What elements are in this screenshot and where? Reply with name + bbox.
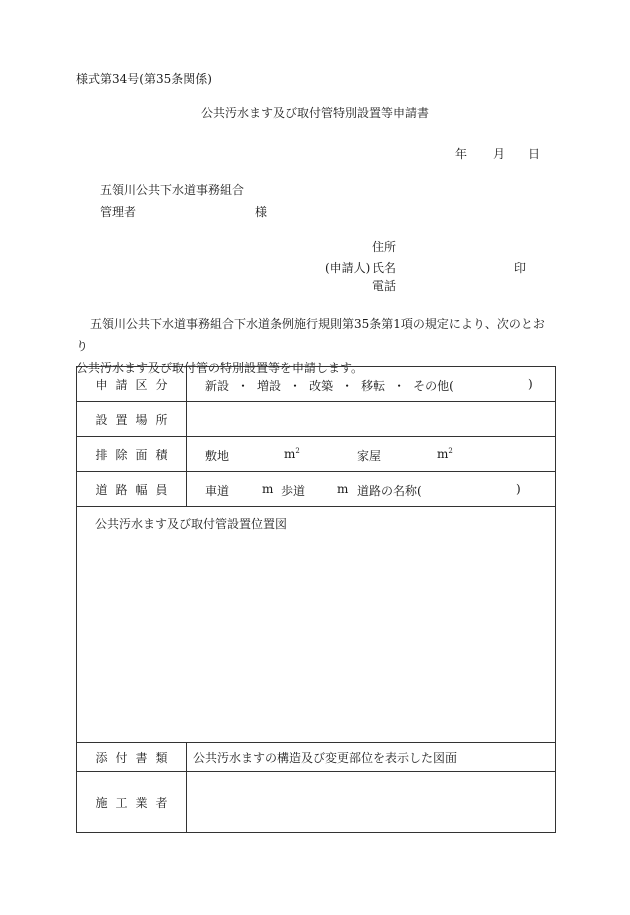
- form-number: 様式第34号(第35条関係): [76, 72, 212, 86]
- applicant-phone-label: 電話: [372, 279, 397, 293]
- row-category: [77, 367, 556, 402]
- option-extension[interactable]: 増設: [257, 379, 282, 393]
- road-label: 道路幅員: [77, 472, 187, 507]
- row-location: [77, 402, 556, 437]
- location-label: 設置場所: [77, 402, 187, 437]
- applicant-prefix: (申請人): [325, 261, 371, 275]
- addressee-role: 管理者: [100, 205, 137, 219]
- separator: ・: [393, 379, 406, 393]
- paragraph-line-1: 五領川公共下水道事務組合下水道条例施行規則第35条第1項の規定により、次のとおり: [76, 317, 545, 353]
- building-label: 家屋: [357, 449, 382, 463]
- row-road: [77, 472, 556, 507]
- area-label: 排除面積: [77, 437, 187, 472]
- road-name-label: 道路の名称(: [357, 484, 422, 498]
- separator: ・: [341, 379, 354, 393]
- row-contractor: [77, 772, 556, 833]
- site-unit: $m^2$: [284, 447, 300, 461]
- addressee-org: 五領川公共下水道事務組合: [100, 183, 245, 197]
- contractor-field[interactable]: [187, 772, 556, 833]
- attachments-field[interactable]: [187, 743, 556, 772]
- diagram-area[interactable]: [77, 507, 556, 743]
- area-field[interactable]: [187, 437, 556, 472]
- category-label: 申請区分: [77, 367, 187, 402]
- location-field[interactable]: [187, 402, 556, 437]
- date-day-label: 日: [528, 147, 541, 161]
- site-label: 敷地: [205, 449, 230, 463]
- applicant-address-label: 住所: [372, 240, 397, 254]
- option-new[interactable]: 新設: [205, 379, 230, 393]
- diagram-label: 公共汚水ます及び取付管設置位置図: [95, 517, 288, 531]
- carriageway-label: 車道: [205, 484, 230, 498]
- road-name-close: ): [516, 482, 521, 496]
- row-attachments: [77, 743, 556, 772]
- option-reconstruction[interactable]: 改築: [309, 379, 334, 393]
- sidewalk-unit: m: [337, 482, 349, 496]
- option-other[interactable]: その他(: [413, 379, 454, 393]
- sidewalk-label: 歩道: [281, 484, 306, 498]
- row-area: [77, 437, 556, 472]
- application-table: [76, 366, 556, 833]
- separator: ・: [237, 379, 250, 393]
- category-close-paren: ): [528, 377, 533, 391]
- attachments-label: 添付書類: [77, 743, 187, 772]
- contractor-label: 施工業者: [77, 772, 187, 833]
- applicant-name-label: 氏名: [372, 261, 397, 275]
- row-diagram: [77, 507, 556, 743]
- separator: ・: [289, 379, 302, 393]
- page-title: 公共汚水ます及び取付管特別設置等申請書: [200, 106, 429, 120]
- addressee-honorific: 様: [255, 205, 268, 219]
- carriageway-unit: m: [262, 482, 274, 496]
- date-month-label: 月: [493, 147, 506, 161]
- category-options[interactable]: [187, 367, 556, 402]
- paragraph-line-2: 公共汚水ます及び取付管の特別設置等を申請します。: [76, 361, 364, 375]
- option-relocation[interactable]: 移転: [361, 379, 386, 393]
- seal-mark: 印: [514, 261, 527, 275]
- attachments-value: 公共汚水ますの構造及び変更部位を表示した図面: [193, 750, 458, 765]
- road-field[interactable]: [187, 472, 556, 507]
- date-year-label: 年: [455, 147, 468, 161]
- building-unit: $m^2$: [437, 447, 453, 461]
